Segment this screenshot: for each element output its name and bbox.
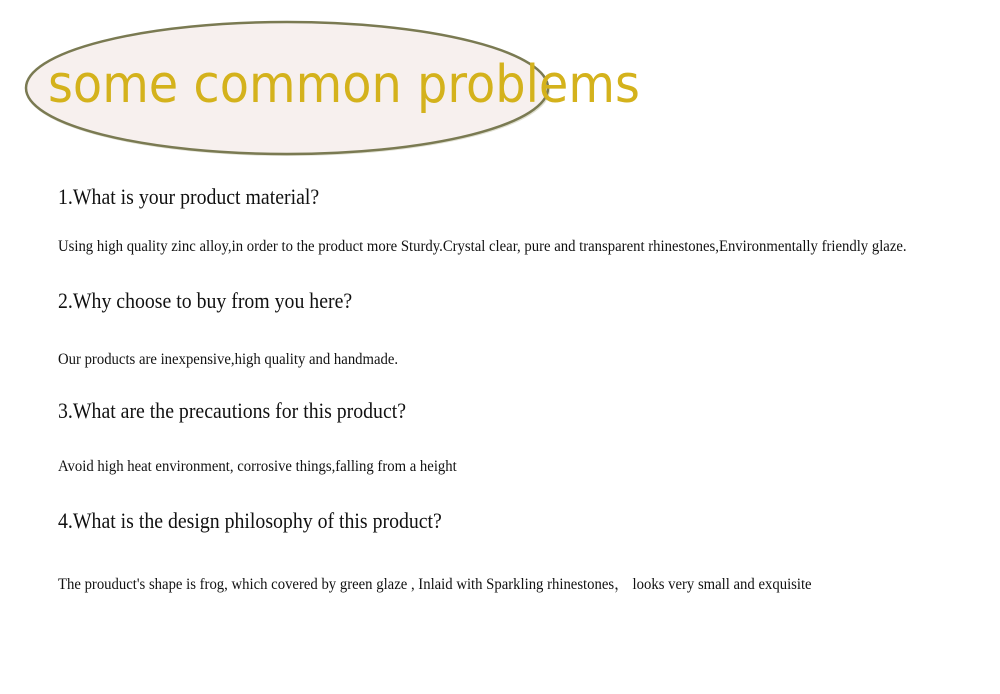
faq-question-1: 1.What is your product material?	[58, 184, 320, 209]
banner-title: some common problems	[48, 55, 640, 115]
faq-answer-1: Using high quality zinc alloy,in order to the product more Sturdy.Crystal clear, pure and transparent rhinestones,Environmentally friendly glaze.	[58, 238, 907, 255]
faq-answer-3: Avoid high heat environment, corrosive things,falling from a height	[58, 458, 457, 475]
faq-question-3: 3.What are the precautions for this product?	[58, 398, 407, 423]
title-banner	[22, 16, 640, 162]
faq-question-4: 4.What is the design philosophy of this product?	[58, 508, 442, 533]
faq-answer-2: Our products are inexpensive,high quality and handmade.	[58, 351, 399, 368]
faq-answer-4: The prouduct's shape is frog, which covered by green glaze , Inlaid with Sparkling rhinestones， looks very small and exquisite	[58, 576, 812, 593]
faq-question-2: 2.Why choose to buy from you here?	[58, 288, 353, 313]
